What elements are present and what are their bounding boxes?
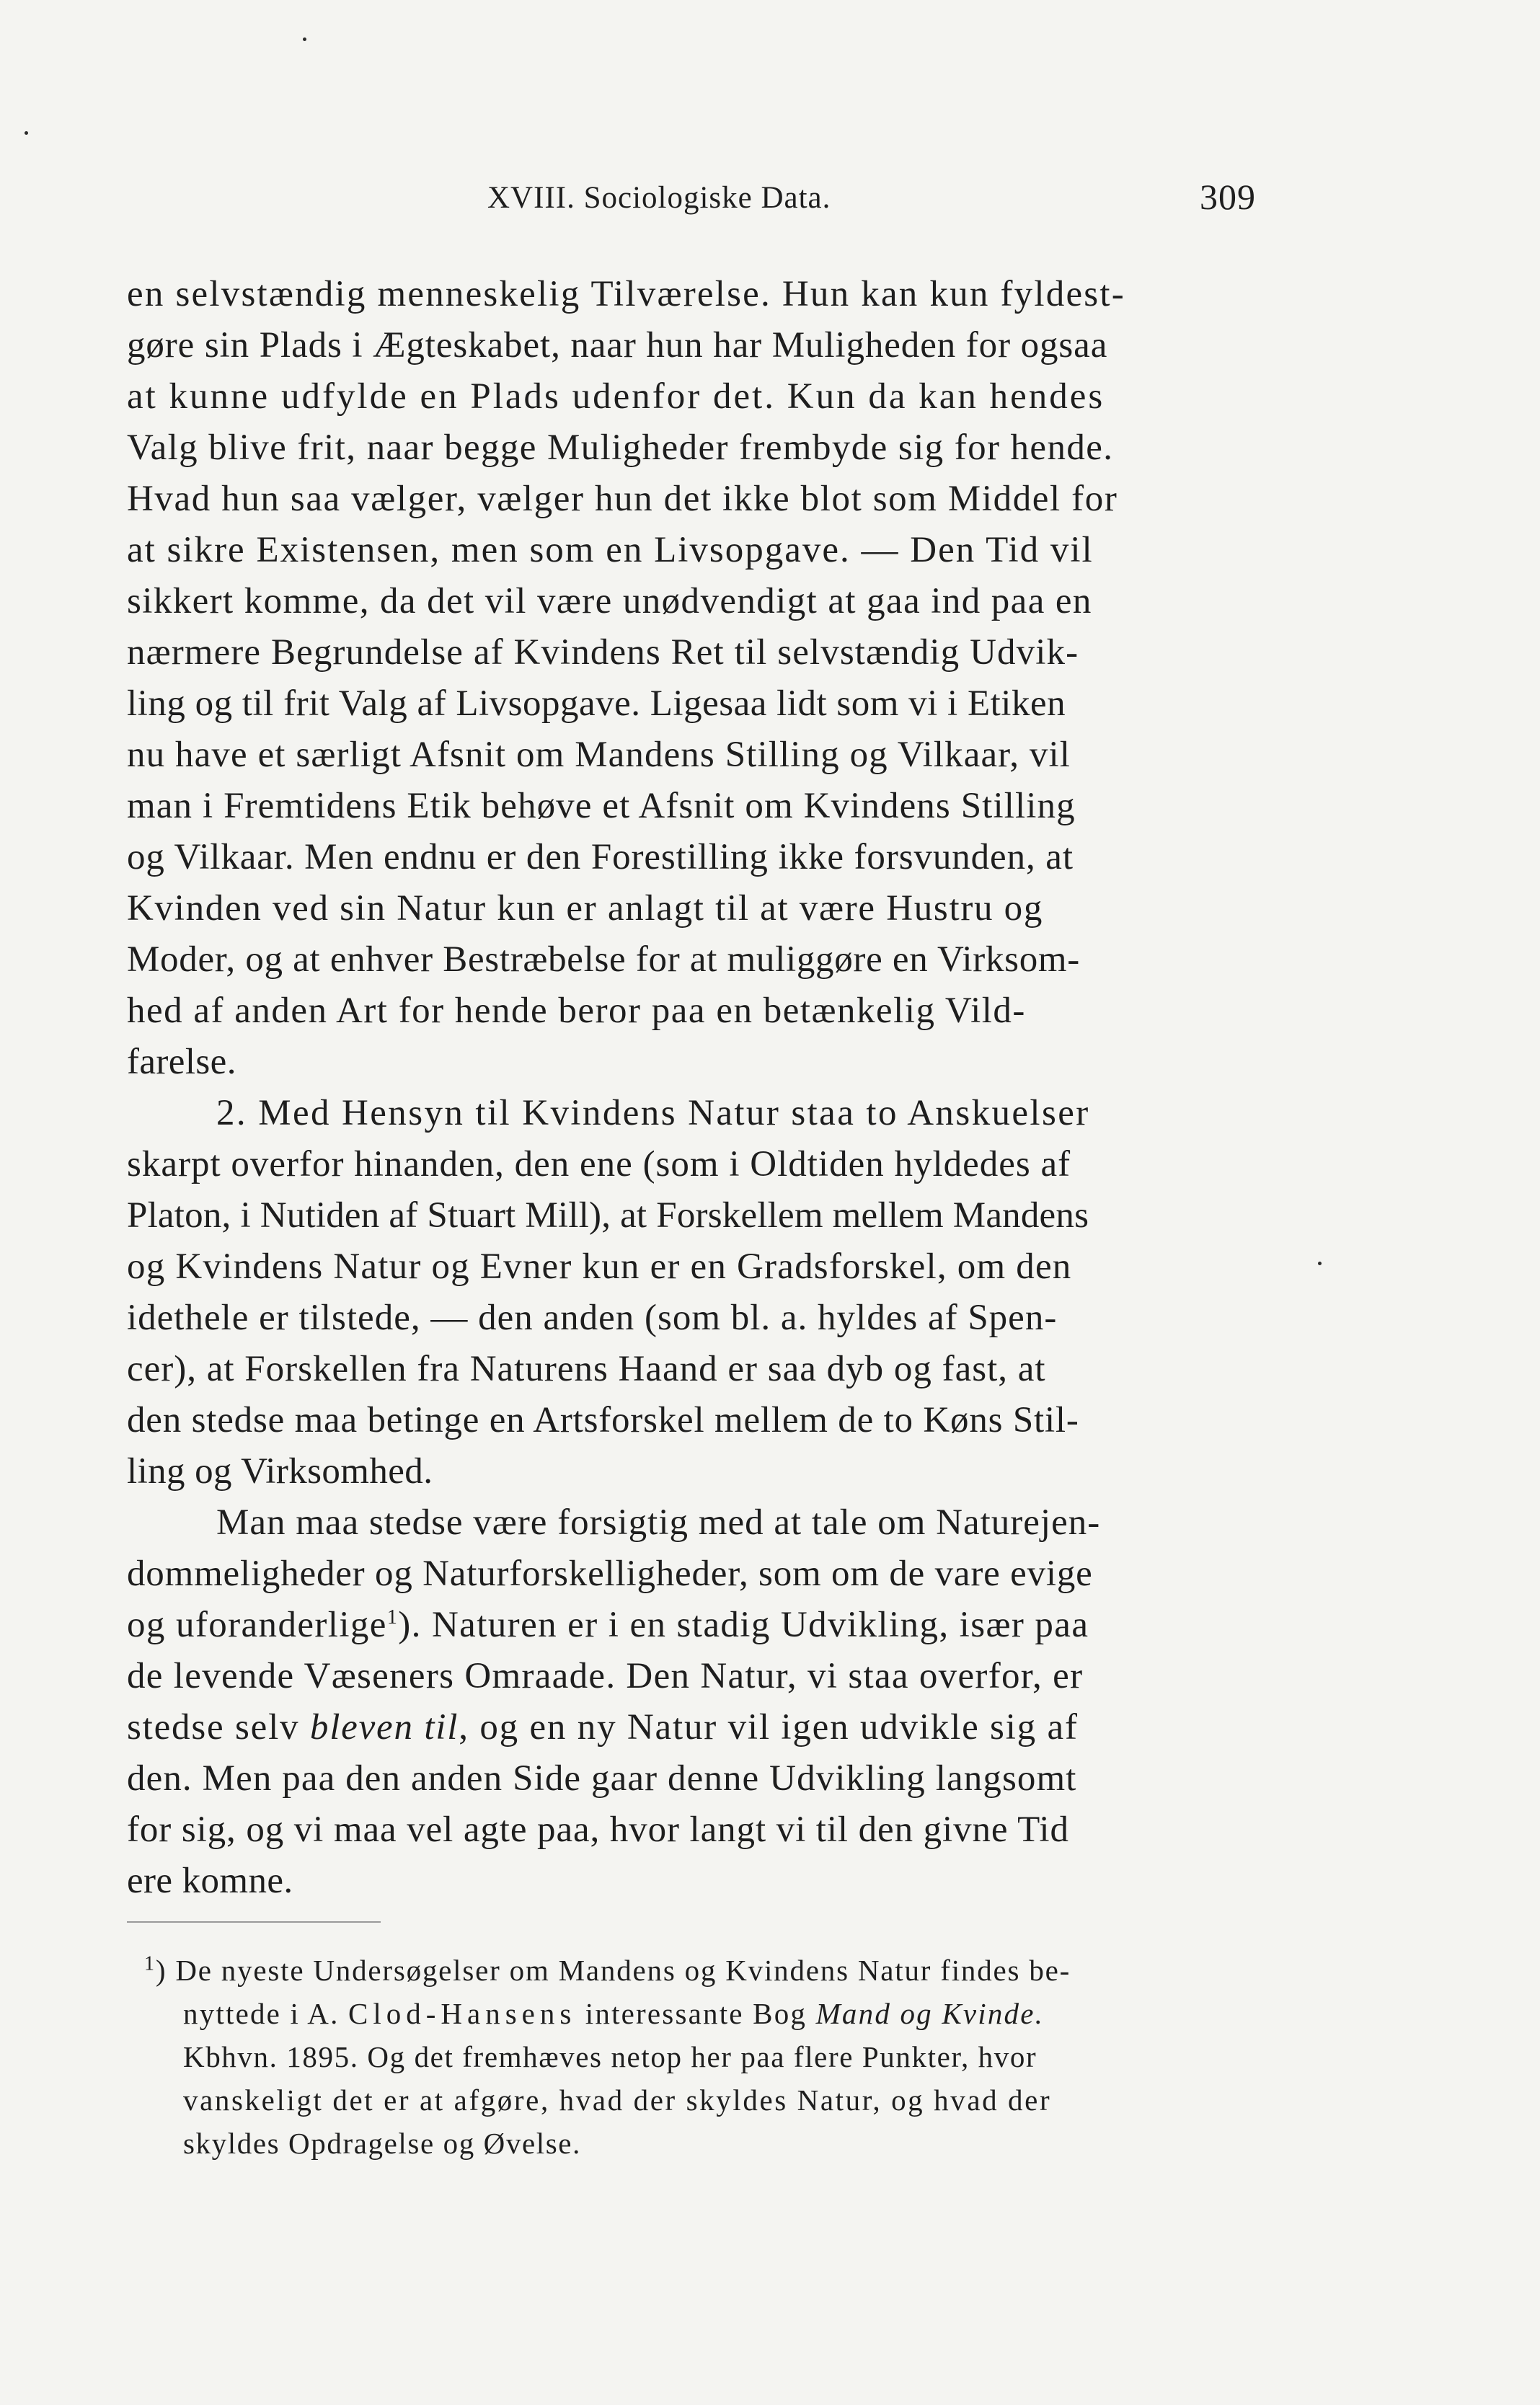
text-line: nu have et særligt Afsnit om Mandens Stilling og Vilkaar, vil [127,735,1071,775]
footnote-marker: 1 [144,1952,156,1975]
text-line: Valg blive frit, naar begge Muligheder frembyde sig for hende. [127,428,1114,468]
text-line: Platon, i Nutiden af Stuart Mill), at Forskellem mellem Mandens [127,1195,1089,1236]
text-line: at sikre Existensen, men som en Livsopgave. — Den Tid vil [127,530,1094,570]
text-segment: og uforanderlige [127,1605,387,1645]
footnote-text: ) De nyeste Undersøgelser om Mandens og Kvindens Natur findes be- [155,1954,1071,1987]
text-line-with-emphasis [127,1706,1256,1749]
text-line: ere komne. [127,1861,293,1901]
text-line: farelse. [127,1042,236,1082]
text-segment: , og en ny Natur vil igen udvikle sig af [459,1707,1079,1748]
footnote-text: nyttede i A. [183,1997,349,2030]
text-line: skarpt overfor hinanden, den ene (som i Oldtiden hyldedes af [127,1144,1071,1184]
footnote-line [183,1996,1256,2032]
footnote-separator [127,1921,381,1923]
text-line: gøre sin Plads i Ægteskabet, naar hun har Muligheden for ogsaa [127,325,1108,366]
ink-speck [1318,1262,1322,1265]
footnote-line: vanskeligt det er at afgøre, hvad der skyldes Natur, og hvad der [183,2083,1052,2117]
text-segment: ). Naturen er i en stadig Udvikling, især paa [398,1605,1089,1645]
emphasis-text: bleven til [309,1707,459,1748]
text-line: Man maa stedse være forsigtig med at tale om Naturejen- [216,1502,1101,1543]
text-line: nærmere Begrundelse af Kvindens Ret til selvstændig Udvik- [127,632,1079,673]
text-line: og Kvindens Natur og Evner kun er en Gradsforskel, om den [127,1246,1072,1287]
footnote-text: interessante Bog [576,1997,816,2030]
text-line: 2. Med Hensyn til Kvindens Natur staa to Anskuelser [216,1093,1090,1133]
text-line: dommeligheder og Naturforskelligheder, som om de vare evige [127,1554,1093,1594]
text-line: cer), at Forskellen fra Naturens Haand er saa dyb og fast, at [127,1349,1046,1389]
running-title: XVIII. Sociologiske Data. [487,181,831,215]
text-line: ling og til frit Valg af Livsopgave. Ligesaa lidt som vi i Etiken [127,683,1066,724]
text-line: de levende Væseners Omraade. Den Natur, vi staa overfor, er [127,1656,1084,1696]
text-line: Kvinden ved sin Natur kun er anlagt til at være Hustru og [127,888,1044,929]
ink-speck [303,37,306,41]
text-line: den. Men paa den anden Side gaar denne Udvikling langsomt [127,1758,1077,1799]
text-line: en selvstændig menneskelig Tilværelse. Hun kan kun fyldest- [127,274,1125,314]
footnote-line: Kbhvn. 1895. Og det fremhæves netop her paa flere Punkter, hvor [183,2040,1037,2073]
footnote-line [144,1952,1256,1988]
text-line: Hvad hun saa vælger, vælger hun det ikke blot som Middel for [127,479,1118,519]
footnote-line: skyldes Opdragelse og Øvelse. [183,2127,581,2160]
text-line: Moder, og at enhver Bestræbelse for at muliggøre en Virksom- [127,939,1080,980]
text-line: at kunne udfylde en Plads udenfor det. Kun da kan hendes [127,376,1105,417]
text-line: ling og Virksomhed. [127,1451,433,1492]
ink-speck [25,131,28,135]
text-line-with-footnote-ref [127,1603,1256,1647]
author-name: Clod-Hansens [348,1997,577,2030]
text-line: idethele er tilstede, — den anden (som bl. a. hyldes af Spen- [127,1298,1058,1338]
text-line: den stedse maa betinge en Artsforskel mellem de to Køns Stil- [127,1400,1079,1440]
footnote-reference[interactable]: 1 [386,1606,399,1629]
text-segment: stedse selv [127,1707,310,1748]
text-line: hed af anden Art for hende beror paa en betænkelig Vild- [127,991,1026,1031]
text-line: for sig, og vi maa vel agte paa, hvor langt vi til den givne Tid [127,1810,1069,1850]
text-line: og Vilkaar. Men endnu er den Forestilling ikke forsvunden, at [127,837,1074,877]
page-number: 309 [1200,177,1256,217]
running-header [127,173,1256,223]
book-title: Mand og Kvinde. [815,1997,1045,2030]
text-line: sikkert komme, da det vil være unødvendigt at gaa ind paa en [127,581,1092,621]
text-line: man i Fremtidens Etik behøve et Afsnit om Kvindens Stilling [127,786,1076,826]
